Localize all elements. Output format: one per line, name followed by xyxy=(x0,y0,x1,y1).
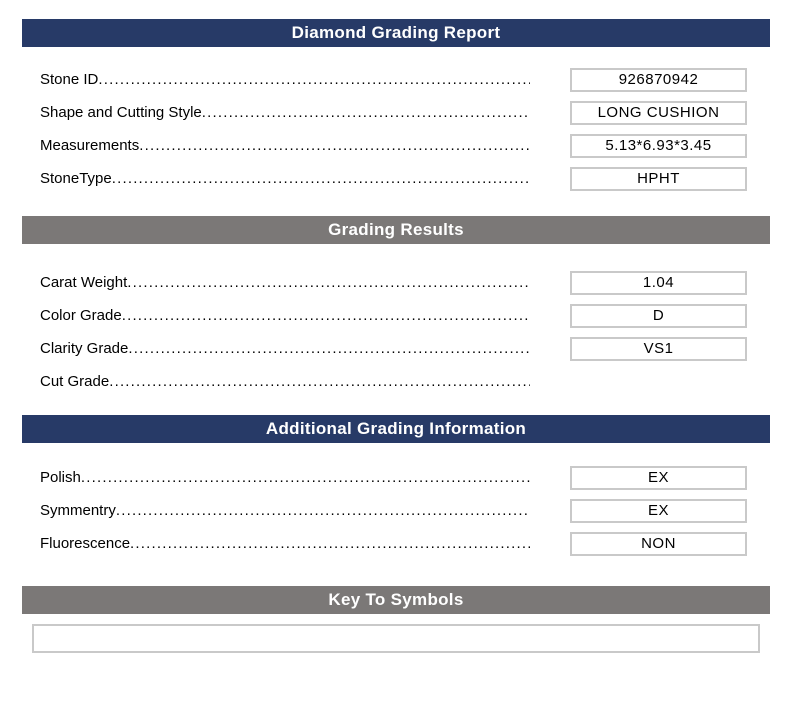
row-clarity-grade xyxy=(22,332,770,365)
fluorescence-label-wrap xyxy=(40,535,530,552)
dotted-leader xyxy=(202,104,530,121)
shape-value-box xyxy=(570,101,747,125)
key-to-symbols-header: Key To Symbols xyxy=(22,586,770,614)
dotted-leader xyxy=(127,274,530,291)
carat-weight-label-wrap xyxy=(40,274,530,291)
symmentry-label: Symmentry xyxy=(40,502,116,519)
shape-label-wrap xyxy=(40,104,530,121)
clarity-grade-label-wrap xyxy=(40,340,530,357)
row-measurements xyxy=(22,129,770,162)
polish-value-box xyxy=(570,466,747,490)
polish-label-wrap xyxy=(40,469,530,486)
row-carat-weight xyxy=(22,266,770,299)
grading-results-header: Grading Results xyxy=(22,216,770,244)
row-symmentry xyxy=(22,494,770,527)
diamond-grading-report-header: Diamond Grading Report xyxy=(22,19,770,47)
row-stonetype xyxy=(22,162,770,195)
shape-label: Shape and Cutting Style xyxy=(40,104,202,121)
stonetype-label: StoneType xyxy=(40,170,112,187)
measurements-label: Measurements xyxy=(40,137,140,154)
symmentry-label-wrap xyxy=(40,502,530,519)
additional-grading-rows xyxy=(22,461,770,560)
symmentry-value: EX xyxy=(647,502,669,519)
clarity-grade-value: VS1 xyxy=(643,340,674,357)
clarity-grade-value-box xyxy=(570,337,747,361)
stonetype-value-box xyxy=(570,167,747,191)
dotted-leader xyxy=(112,170,530,187)
measurements-value: 5.13*6.93*3.45 xyxy=(605,137,712,154)
fluorescence-label: Fluorescence xyxy=(40,535,131,552)
polish-label: Polish xyxy=(40,469,81,486)
additional-grading-information-header: Additional Grading Information xyxy=(22,415,770,443)
key-to-symbols-box xyxy=(32,624,760,653)
shape-value: LONG CUSHION xyxy=(597,104,720,121)
measurements-value-box xyxy=(570,134,747,158)
clarity-grade-label: Clarity Grade xyxy=(40,340,129,357)
row-color-grade xyxy=(22,299,770,332)
row-stone-id xyxy=(22,63,770,96)
carat-weight-value: 1.04 xyxy=(642,274,675,291)
cut-grade-label: Cut Grade xyxy=(40,373,110,390)
stone-id-label-wrap xyxy=(40,71,530,88)
dotted-leader xyxy=(122,307,530,324)
color-grade-label: Color Grade xyxy=(40,307,122,324)
stone-id-value: 926870942 xyxy=(618,71,699,88)
dotted-leader xyxy=(128,340,530,357)
stone-id-value-box xyxy=(570,68,747,92)
row-polish xyxy=(22,461,770,494)
fluorescence-value: NON xyxy=(641,535,676,552)
color-grade-value: D xyxy=(652,307,665,324)
stonetype-label-wrap xyxy=(40,170,530,187)
color-grade-value-box xyxy=(570,304,747,328)
dotted-leader xyxy=(116,502,530,519)
carat-weight-label: Carat Weight xyxy=(40,274,128,291)
stonetype-value: HPHT xyxy=(637,170,680,187)
cut-grade-label-wrap xyxy=(40,373,530,390)
stone-info-rows xyxy=(22,63,770,195)
dotted-leader xyxy=(130,535,530,552)
dotted-leader xyxy=(109,373,530,390)
row-shape-and-cutting-style xyxy=(22,96,770,129)
grading-results-rows xyxy=(22,266,770,398)
dotted-leader xyxy=(139,137,530,154)
row-fluorescence xyxy=(22,527,770,560)
measurements-label-wrap xyxy=(40,137,530,154)
carat-weight-value-box xyxy=(570,271,747,295)
color-grade-label-wrap xyxy=(40,307,530,324)
dotted-leader xyxy=(98,71,530,88)
symmentry-value-box xyxy=(570,499,747,523)
stone-id-label: Stone ID xyxy=(40,71,99,88)
polish-value: EX xyxy=(647,469,669,486)
dotted-leader xyxy=(81,469,530,486)
fluorescence-value-box xyxy=(570,532,747,556)
row-cut-grade xyxy=(22,365,770,398)
